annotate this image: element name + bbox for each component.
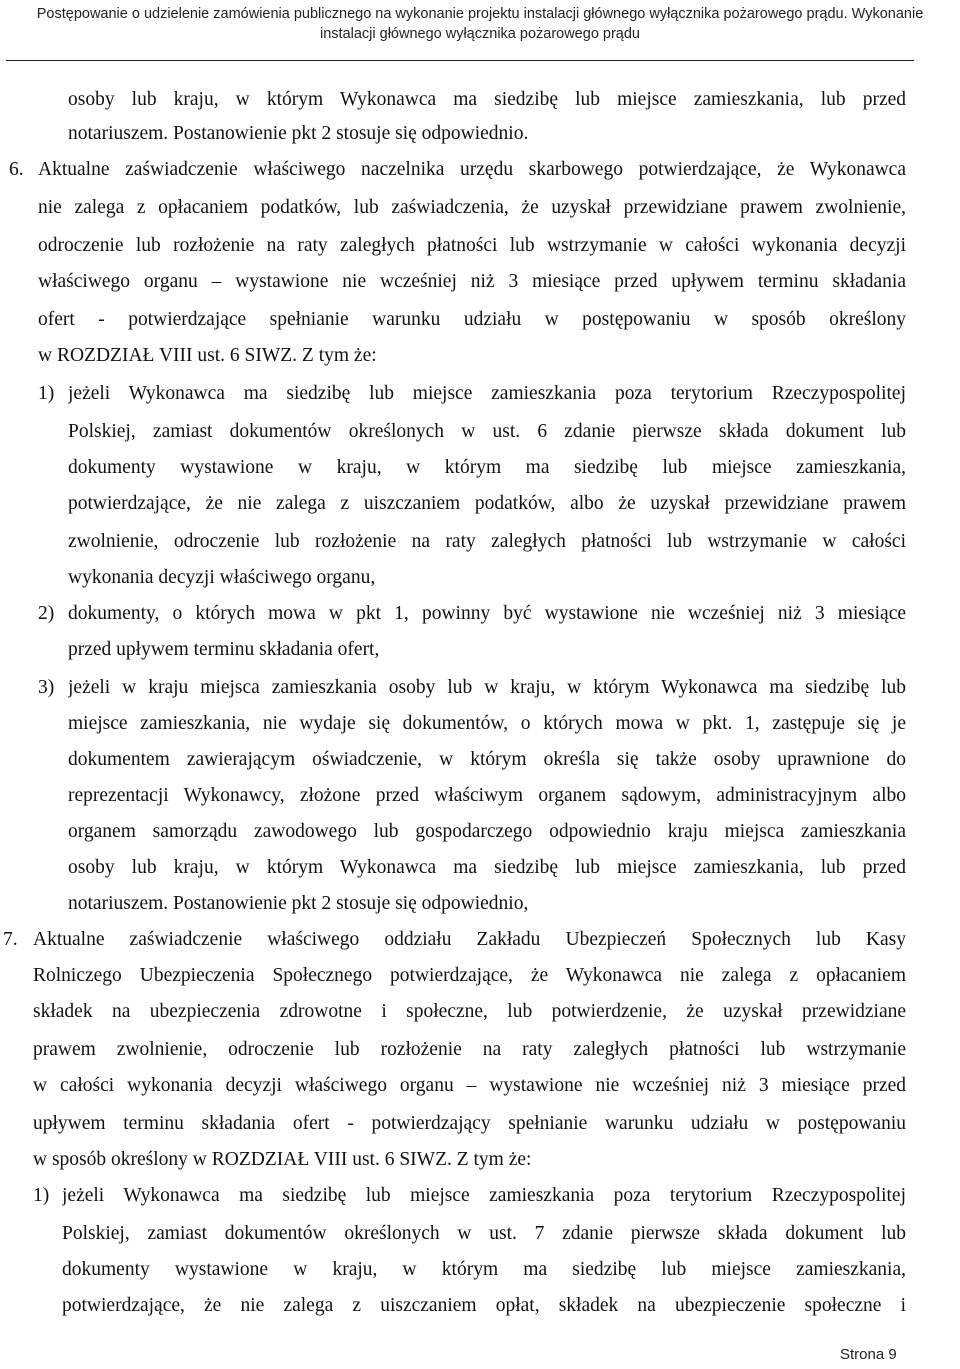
text-line: potwierdzające, że nie zalega z uiszczaniem podatków, albo że uzyskał przewidziane prawem xyxy=(68,493,906,514)
text-line: zwolnienie, odroczenie lub rozłożenie na raty zaległych płatności lub wstrzymanie w całości xyxy=(68,531,906,552)
text-line: składek na ubezpieczenia zdrowotne i społeczne, lub potwierdzenie, że uzyskał przewidziane xyxy=(33,1001,906,1022)
list-marker: 1) xyxy=(33,1185,50,1206)
header-line-2: instalacji głównego wyłącznika pożarowego prądu xyxy=(320,26,640,42)
text-line: prawem zwolnienie, odroczenie lub rozłożenie na raty zaległych płatności lub wstrzymanie xyxy=(33,1039,906,1060)
text-line: w ROZDZIAŁ VIII ust. 6 SIWZ. Z tym że: xyxy=(38,345,377,366)
text-line: dokumenty wystawione w kraju, w którym ma siedzibę lub miejsce zamieszkania, xyxy=(62,1259,906,1280)
text-line: miejsce zamieszkania, nie wydaje się dokumentów, o których mowa w pkt. 1, zastępuje się je xyxy=(68,713,906,734)
text-line: właściwego organu – wystawione nie wcześniej niż 3 miesiące przed upływem terminu składania xyxy=(38,271,906,292)
text-line: Polskiej, zamiast dokumentów określonych w ust. 7 zdanie pierwsze składa dokument lub xyxy=(62,1223,906,1244)
list-marker: 1) xyxy=(38,383,55,404)
text-line: odroczenie lub rozłożenie na raty zaległych płatności lub wstrzymanie w całości wykonania decyzji xyxy=(38,235,906,256)
text-line: przed upływem terminu składania ofert, xyxy=(68,639,380,660)
text-line: Aktualne zaświadczenie właściwego oddziału Zakładu Ubezpieczeń Społecznych lub Kasy xyxy=(33,929,906,950)
text-line: dokumenty, o których mowa w pkt 1, powinny być wystawione nie wcześniej niż 3 miesiące xyxy=(68,603,906,624)
text-line: jeżeli Wykonawca ma siedzibę lub miejsce zamieszkania poza terytorium Rzeczypospolitej xyxy=(68,383,906,404)
text-line: jeżeli Wykonawca ma siedzibę lub miejsce zamieszkania poza terytorium Rzeczypospolitej xyxy=(62,1185,906,1206)
text-line: Aktualne zaświadczenie właściwego naczelnika urzędu skarbowego potwierdzające, że Wykonawca xyxy=(38,159,906,180)
text-line: notariuszem. Postanowienie pkt 2 stosuje się odpowiednio. xyxy=(68,123,529,144)
list-marker: 2) xyxy=(38,603,55,624)
header-line-1: Postępowanie o udzielenie zamówienia publicznego na wykonanie projektu instalacji głównego wyłącznika pożarowego prądu. Wykonanie xyxy=(36,6,924,22)
list-marker: 7. xyxy=(3,929,18,950)
text-line: Rolniczego Ubezpieczenia Społecznego potwierdzające, że Wykonawca nie zalega z opłacaniem xyxy=(33,965,906,986)
text-line: jeżeli w kraju miejsca zamieszkania osoby lub w kraju, w którym Wykonawca ma siedzibę lub xyxy=(68,677,906,698)
text-line: ofert - potwierdzające spełnianie warunku udziału w postępowaniu w sposób określony xyxy=(38,309,906,330)
list-marker: 6. xyxy=(9,159,24,180)
text-line: dokumentem zawierającym oświadczenie, w którym określa się także osoby uprawnione do xyxy=(68,749,906,770)
text-line: reprezentacji Wykonawcy, złożone przed właściwym organem sądowym, administracyjnym albo xyxy=(68,785,906,806)
text-line: osoby lub kraju, w którym Wykonawca ma siedzibę lub miejsce zamieszkania, lub przed xyxy=(68,89,906,110)
text-line: dokumenty wystawione w kraju, w którym ma siedzibę lub miejsce zamieszkania, xyxy=(68,457,906,478)
list-marker: 3) xyxy=(38,677,55,698)
page-number: Strona 9 xyxy=(840,1346,897,1363)
text-line: wykonania decyzji właściwego organu, xyxy=(68,567,376,588)
text-line: upływem terminu składania ofert - potwierdzający spełnianie warunku udziału w postępowaniu xyxy=(33,1113,906,1134)
text-line: Polskiej, zamiast dokumentów określonych w ust. 6 zdanie pierwsze składa dokument lub xyxy=(68,421,906,442)
text-line: osoby lub kraju, w którym Wykonawca ma siedzibę lub miejsce zamieszkania, lub przed xyxy=(68,857,906,878)
text-line: w sposób określony w ROZDZIAŁ VIII ust. 6 SIWZ. Z tym że: xyxy=(33,1149,532,1170)
text-line: potwierdzające, że nie zalega z uiszczaniem opłat, składek na ubezpieczenie społeczne i xyxy=(62,1295,906,1316)
text-line: organem samorządu zawodowego lub gospodarczego odpowiednio kraju miejsca zamieszkania xyxy=(68,821,906,842)
text-line: notariuszem. Postanowienie pkt 2 stosuje się odpowiednio, xyxy=(68,893,529,914)
text-line: w całości wykonania decyzji właściwego organu – wystawione nie wcześniej niż 3 miesiące przed xyxy=(33,1075,906,1096)
text-line: nie zalega z opłacaniem podatków, lub zaświadczenia, że uzyskał przewidziane prawem zwolnienie, xyxy=(38,197,906,218)
